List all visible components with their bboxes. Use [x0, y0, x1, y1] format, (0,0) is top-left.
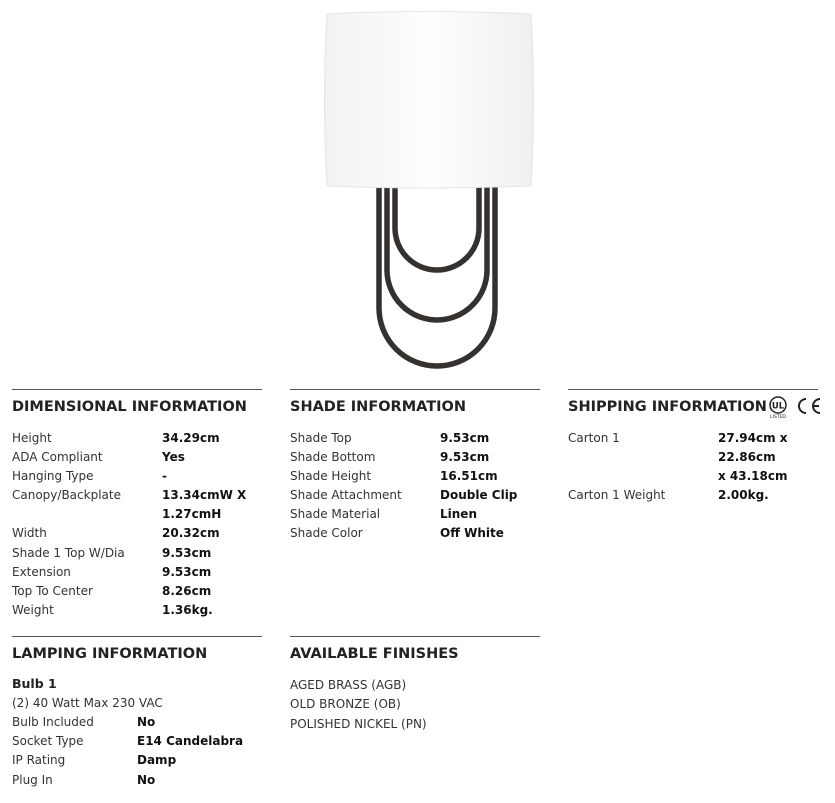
- spec-value: Off White: [440, 526, 504, 541]
- spec-value: 16.51cm: [440, 469, 498, 484]
- spec-value: -: [162, 469, 167, 484]
- spec-value: Yes: [162, 450, 185, 465]
- spec-value: Damp: [137, 753, 177, 768]
- spec-row: [12, 467, 262, 486]
- spec-label: Hanging Type: [12, 469, 94, 484]
- ce-mark-icon: [794, 395, 824, 417]
- spec-row: [12, 524, 262, 543]
- spec-value: Linen: [440, 507, 477, 522]
- spec-label: IP Rating: [12, 753, 66, 768]
- spec-label: Canopy/Backplate: [12, 488, 121, 503]
- spec-value: 20.32cm: [162, 526, 220, 541]
- spec-label: Shade Height: [290, 469, 372, 484]
- spec-value: 2.00kg.: [718, 488, 769, 503]
- spec-label: Socket Type: [12, 734, 84, 749]
- spec-row: [12, 544, 262, 563]
- spec-row: [290, 486, 540, 505]
- spec-value: x 43.18cm: [718, 469, 788, 484]
- lamp-shade: [325, 12, 534, 189]
- shipping-section: [568, 389, 835, 505]
- spec-label: Shade Material: [290, 507, 381, 522]
- bulb-spec: (2) 40 Watt Max 230 VAC: [12, 696, 163, 710]
- spec-label: Shade 1 Top W/Dia: [12, 545, 125, 560]
- spec-row: [12, 505, 262, 524]
- spec-row: [290, 524, 540, 543]
- product-image: [0, 0, 835, 380]
- spec-row: [12, 732, 262, 751]
- lamp-arms: [379, 187, 495, 366]
- finish-item: POLISHED NICKEL (PN): [290, 716, 427, 731]
- spec-row: [568, 429, 835, 467]
- spec-row: [12, 713, 262, 732]
- spec-row: [12, 486, 262, 505]
- spec-row: [290, 448, 540, 467]
- spec-value: 27.94cm x 22.86cm: [718, 431, 788, 465]
- spec-label: Carton 1: [568, 431, 620, 445]
- dimensional-section: [12, 389, 262, 620]
- svg-text:UL: UL: [771, 401, 785, 412]
- spec-value: 9.53cm: [440, 450, 490, 465]
- spec-row: [290, 467, 540, 486]
- section-title: DIMENSIONAL INFORMATION: [12, 399, 247, 415]
- spec-label: Weight: [12, 602, 54, 617]
- spec-label: Carton 1 Weight: [568, 488, 666, 503]
- spec-value: Double Clip: [440, 488, 518, 503]
- ul-listed-icon: [766, 395, 792, 419]
- spec-label: [568, 467, 718, 486]
- lamping-section: [12, 636, 262, 790]
- section-divider: [568, 389, 818, 390]
- spec-row: [12, 601, 262, 620]
- spec-label: Shade Top: [290, 431, 352, 445]
- finish-item: OLD BRONZE (OB): [290, 697, 401, 712]
- spec-label: Top To Center: [12, 583, 93, 598]
- spec-label: ADA Compliant: [12, 450, 103, 465]
- spec-label: Plug In: [12, 772, 53, 787]
- spec-row: [12, 771, 262, 790]
- spec-row: [290, 429, 540, 448]
- spec-row: [12, 582, 262, 601]
- spec-label: Shade Bottom: [290, 450, 376, 465]
- spec-value: 13.34cmW X: [162, 488, 247, 503]
- spec-row: [12, 429, 262, 448]
- section-title: AVAILABLE FINISHES: [290, 646, 459, 662]
- spec-label: Bulb Included: [12, 715, 94, 730]
- spec-row: [568, 467, 835, 486]
- spec-value: No: [137, 715, 156, 730]
- spec-row: [12, 448, 262, 467]
- bulb-heading: Bulb 1: [12, 676, 57, 691]
- spec-label: Shade Attachment: [290, 488, 402, 503]
- section-title: SHIPPING INFORMATION: [568, 399, 767, 415]
- spec-value: 1.27cmH: [162, 507, 222, 522]
- spec-value: E14 Candelabra: [137, 734, 244, 749]
- section-title: SHADE INFORMATION: [290, 399, 466, 415]
- spec-value: 1.36kg.: [162, 602, 213, 617]
- finish-item: AGED BRASS (AGB): [290, 678, 407, 692]
- spec-value: 9.53cm: [162, 564, 212, 579]
- spec-value: 9.53cm: [162, 545, 212, 560]
- shade-section: [290, 389, 540, 544]
- spec-value: 34.29cm: [162, 431, 220, 445]
- spec-label: [12, 505, 162, 524]
- spec-label: Height: [12, 431, 52, 445]
- finishes-section: [290, 636, 540, 734]
- spec-row: [12, 751, 262, 770]
- spec-value: No: [137, 772, 156, 787]
- svg-text:LISTED: LISTED: [770, 415, 786, 419]
- spec-row: [12, 563, 262, 582]
- spec-value: 8.26cm: [162, 583, 212, 598]
- section-divider: [290, 389, 540, 390]
- spec-value: 9.53cm: [440, 431, 490, 445]
- spec-label: Shade Color: [290, 526, 363, 541]
- spec-row: [290, 505, 540, 524]
- section-divider: [12, 636, 262, 637]
- spec-row: [568, 486, 835, 505]
- section-title: LAMPING INFORMATION: [12, 646, 208, 662]
- section-divider: [290, 636, 540, 637]
- section-divider: [12, 389, 262, 390]
- spec-label: Extension: [12, 564, 71, 579]
- spec-label: Width: [12, 526, 47, 541]
